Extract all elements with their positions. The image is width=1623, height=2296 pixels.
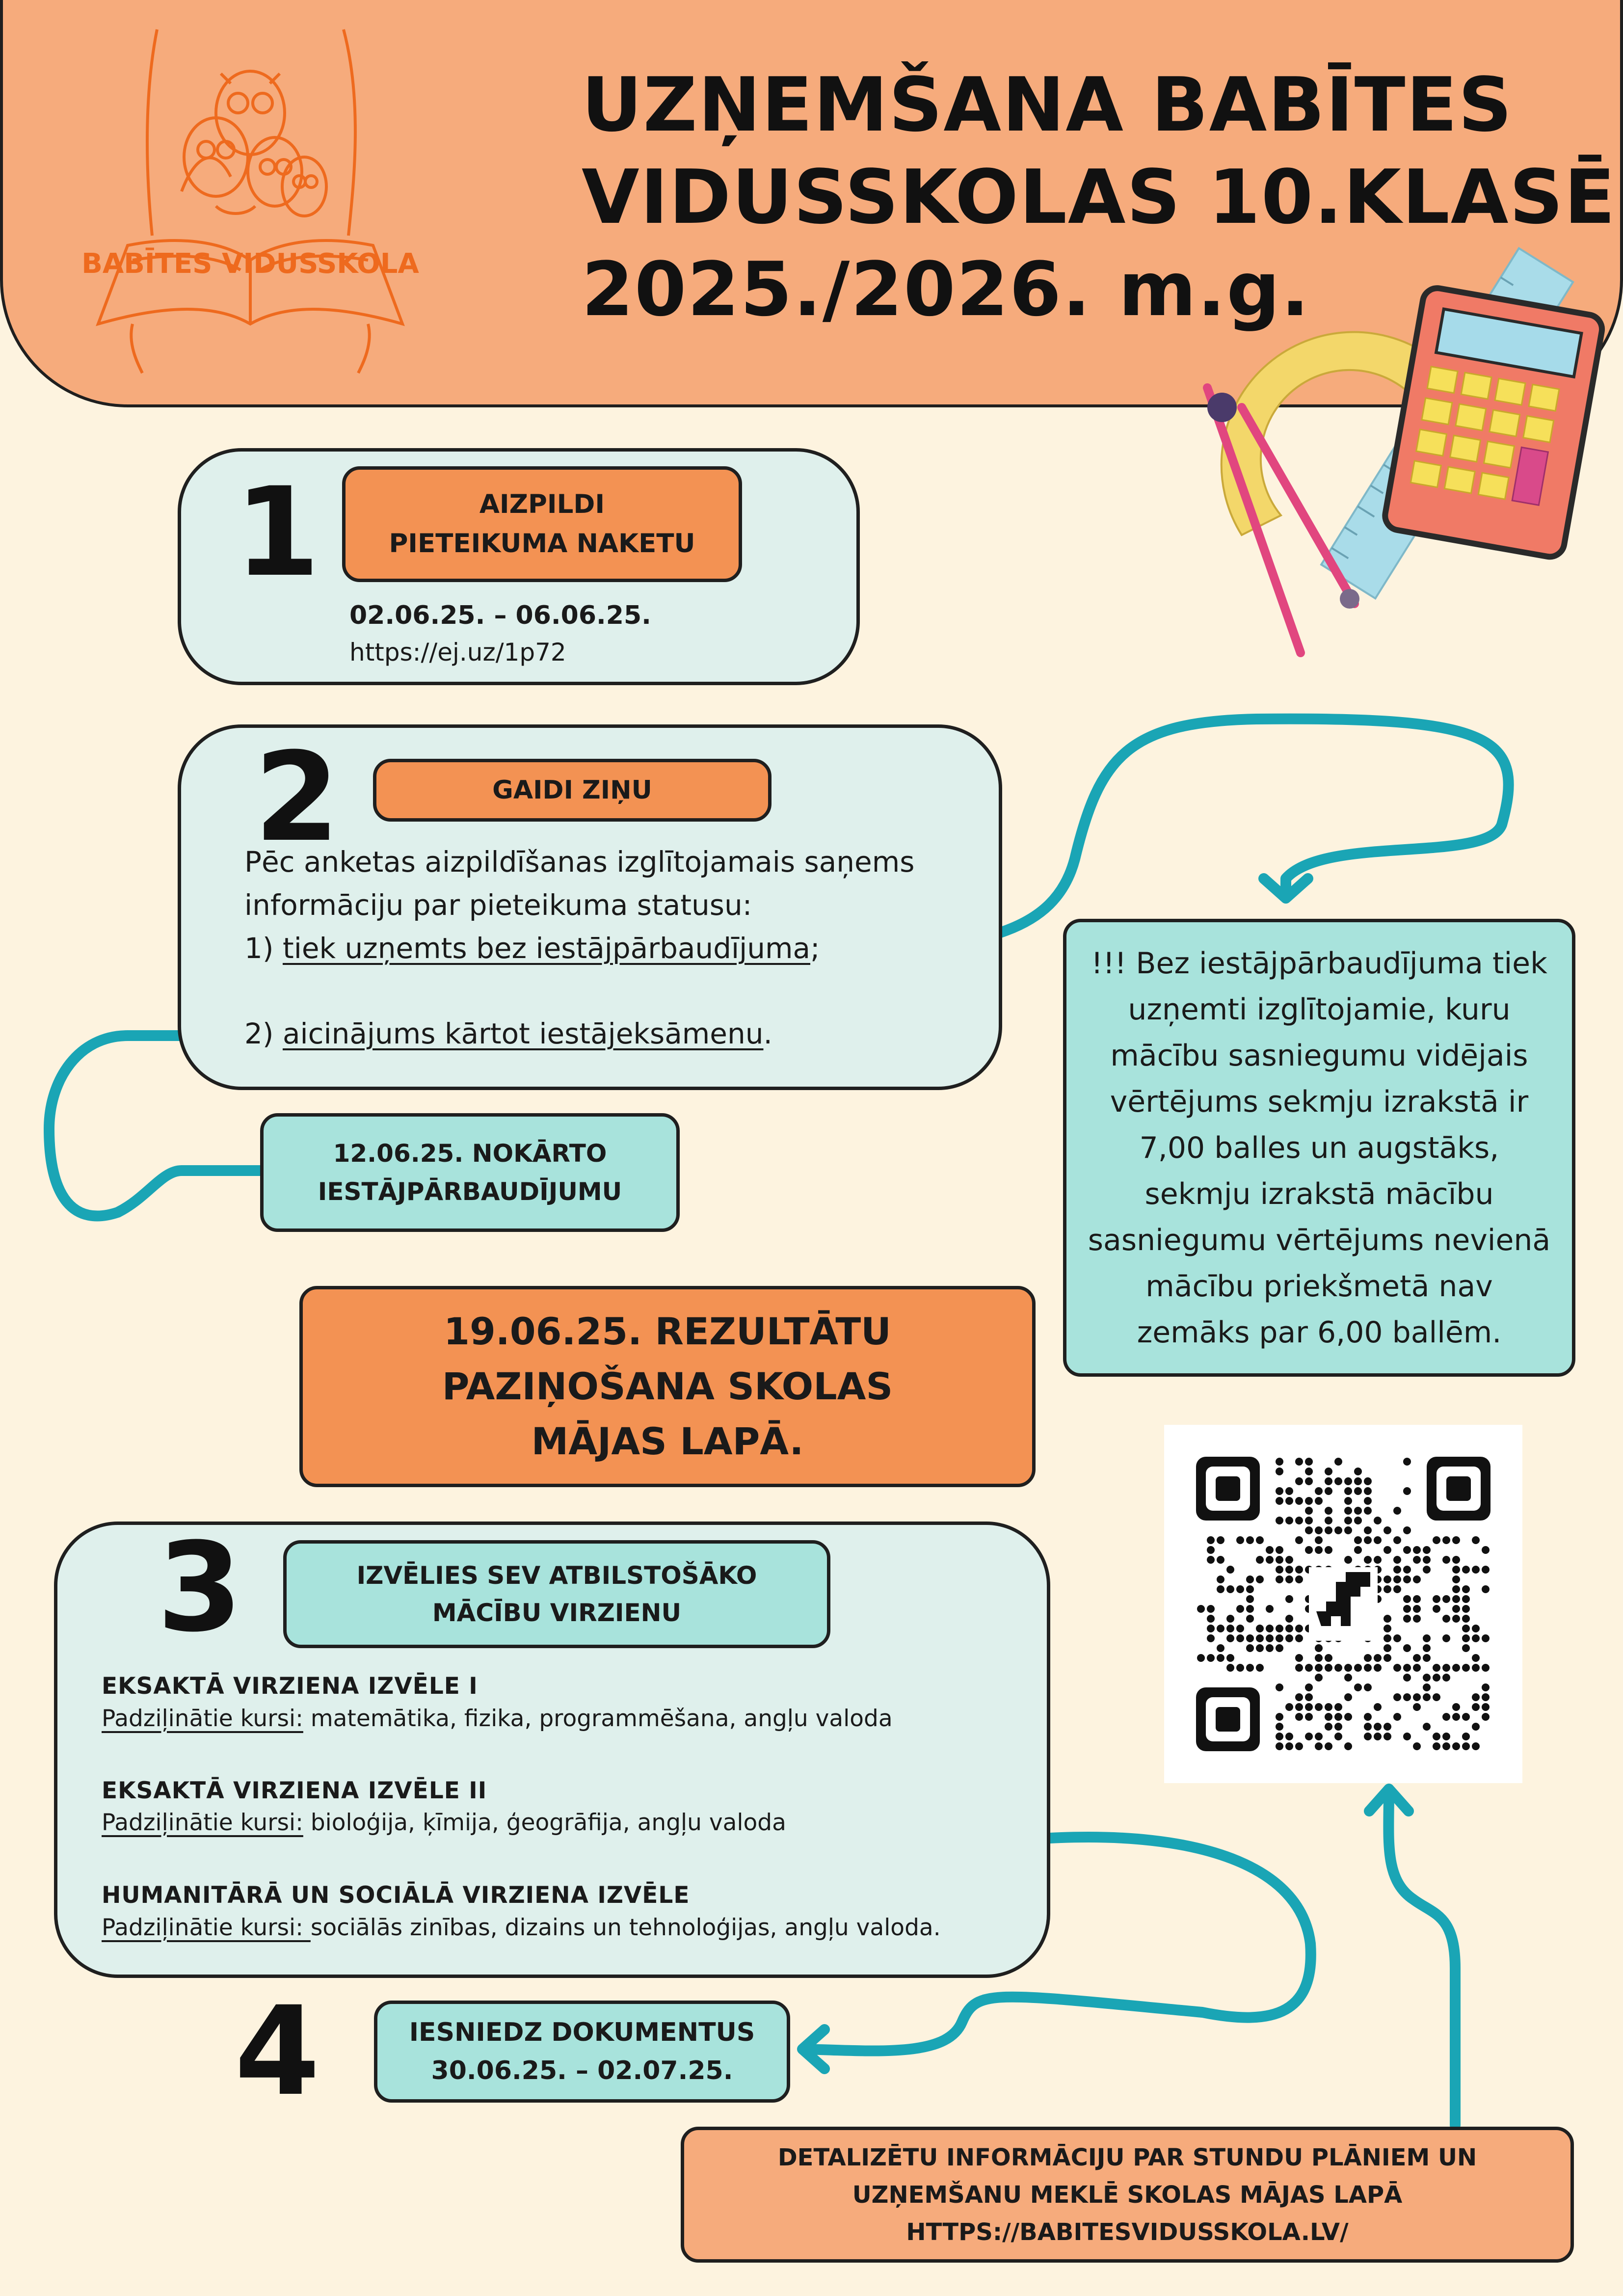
- note-line-7: sasniegumu vērtējums nevienā: [1088, 1223, 1551, 1257]
- direction-title-3: HUMANITĀRĀ UN SOCIĀLĀ VIRZIENA IZVĒLE: [102, 1882, 690, 1909]
- title-line-2: VIDUSSKOLAS 10.KLASĒ: [582, 154, 1616, 240]
- choose-direction-line2: MĀCĪBU VIRZIENU: [432, 1599, 682, 1627]
- option1-prefix: 1): [244, 932, 283, 965]
- results-announcement-box: [299, 1286, 1036, 1487]
- direction-title-1: EKSAKTĀ VIRZIENA IZVĒLE I: [102, 1673, 478, 1700]
- step2-option1: [244, 927, 820, 970]
- note-line-8: mācību priekšmetā nav: [1145, 1269, 1493, 1304]
- note-line-9: zemāks par 6,00 ballēm.: [1137, 1315, 1502, 1350]
- step2-intro-line1: Pēc anketas aizpildīšanas izglītojamais saņems: [244, 845, 915, 879]
- direction-courses-3: [102, 1906, 941, 1949]
- step3-number: 3: [157, 1516, 242, 1659]
- courses-list-1: matemātika, fizika, programmēšana, angļu valoda: [303, 1705, 893, 1732]
- option1-text: tiek uzņemts bez iestājpārbaudījuma: [282, 932, 811, 965]
- direction-courses-1: [102, 1697, 893, 1740]
- courses-label-3: Padziļinātie kursi:: [102, 1914, 311, 1941]
- step4-number: 4: [235, 1980, 320, 2123]
- fill-application-button[interactable]: [342, 466, 742, 582]
- exam-line1: 12.06.25. NOKĀRTO: [333, 1139, 607, 1168]
- courses-label-2: Padziļinātie kursi:: [102, 1809, 303, 1836]
- note-line-5: 7,00 balles un augstāks,: [1139, 1130, 1499, 1165]
- more-info-box: [681, 2127, 1574, 2263]
- exam-date-box: [260, 1113, 680, 1232]
- submit-documents-box: [374, 2001, 790, 2103]
- note-line-3: mācību sasniegumu vidējais: [1110, 1038, 1528, 1073]
- results-line2: PAZIŅOŠANA SKOLAS: [442, 1364, 893, 1408]
- fill-application-line2: PIETEIKUMA NAKETU: [389, 529, 695, 559]
- option2-prefix: 2): [244, 1017, 283, 1050]
- note-line-4: vērtējums sekmju izrakstā ir: [1110, 1084, 1529, 1119]
- courses-label-1: Padziļinātie kursi:: [102, 1705, 303, 1732]
- option2-text: aicinājums kārtot iestājeksāmenu: [282, 1017, 764, 1050]
- title-line-1: UZŅEMŠANA BABĪTES: [582, 61, 1513, 148]
- note-line-1: !!! Bez iestājpārbaudījuma tiek: [1091, 946, 1547, 981]
- choose-direction-label: [283, 1540, 830, 1648]
- step2-intro-line2: informāciju par pieteikuma statusu:: [244, 888, 752, 922]
- info-line1: DETALIZĒTU INFORMĀCIJU PAR STUNDU PLĀNIEM UN: [777, 2143, 1477, 2171]
- results-line1: 19.06.25. REZULTĀTU: [444, 1309, 891, 1353]
- info-line2: UZŅEMŠANU MEKLĒ SKOLAS MĀJAS LAPĀ: [852, 2181, 1403, 2209]
- option2-suffix: .: [763, 1017, 772, 1050]
- qr-code-icon: [1164, 1425, 1522, 1783]
- note-line-2: uzņemti izglītojamie, kuru: [1128, 992, 1511, 1027]
- step2-option2: [244, 1012, 772, 1055]
- submit-line2: 30.06.25. – 02.07.25.: [431, 2056, 733, 2085]
- step2-number: 2: [254, 726, 340, 869]
- application-dates: 02.06.25. – 06.06.25.: [349, 601, 651, 630]
- fill-application-line1: AIZPILDI: [479, 489, 605, 519]
- submit-line1: IESNIEDZ DOKUMENTUS: [409, 2018, 755, 2047]
- direction-courses-2: [102, 1801, 786, 1844]
- admission-note-box: [1063, 919, 1575, 1377]
- application-link[interactable]: https://ej.uz/1p72: [349, 638, 566, 667]
- direction-title-2: EKSAKTĀ VIRZIENA IZVĒLE II: [102, 1777, 487, 1804]
- choose-direction-line1: IZVĒLIES SEV ATBILSTOŠĀKO: [356, 1561, 757, 1590]
- note-line-6: sekmju izrakstā mācību: [1144, 1176, 1494, 1211]
- logo-text: BABĪTES VIDUSSKOLA: [81, 248, 419, 280]
- wait-news-label: GAIDI ZIŅU: [373, 759, 772, 822]
- step1-number: 1: [235, 461, 320, 604]
- title-line-3: 2025./2026. m.g.: [582, 246, 1310, 333]
- qr-code[interactable]: [1164, 1425, 1522, 1783]
- results-line3: MĀJAS LAPĀ.: [531, 1419, 804, 1463]
- info-website-link[interactable]: HTTPS://BABITESVIDUSSKOLA.LV/: [906, 2218, 1349, 2246]
- option1-suffix: ;: [810, 932, 820, 965]
- courses-list-3: sociālās zinības, dizains un tehnoloģijas, angļu valoda.: [310, 1914, 941, 1941]
- exam-line2: IESTĀJPĀRBAUDĪJUMU: [318, 1177, 622, 1206]
- courses-list-2: bioloģija, ķīmija, ģeogrāfija, angļu valoda: [303, 1809, 786, 1836]
